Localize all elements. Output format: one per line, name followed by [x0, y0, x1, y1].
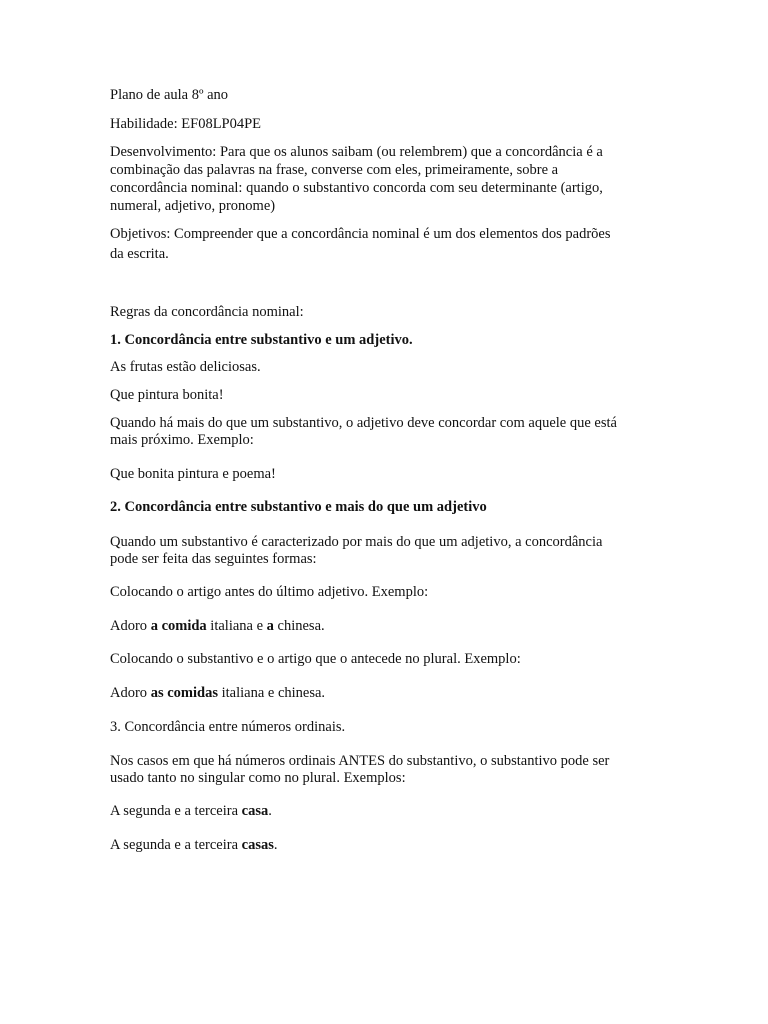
regra1-example-1: As frutas estão deliciosas. — [110, 359, 261, 375]
regra3-explanation-line-2: usado tanto no singular como no plural. Exemplos: — [110, 770, 406, 786]
regra1-explanation-line-1: Quando há mais do que um substantivo, o adjetivo deve concordar com aquele que está — [110, 415, 617, 431]
doc-title: Plano de aula 8º ano — [110, 87, 229, 103]
regra3-example-2-text-a: A segunda e a terceira — [110, 837, 242, 853]
regra2-form-1: Colocando o artigo antes do último adjetivo. Exemplo: — [110, 584, 429, 600]
regra2-example-1-bold-a: a comida — [150, 618, 207, 634]
regra1-explanation-line-2: mais próximo. Exemplo: — [110, 432, 254, 448]
regra3-example-1-bold: casa — [241, 803, 269, 819]
regra2-example-2 — [110, 684, 325, 702]
regra2-example-1 — [110, 617, 325, 635]
regra3-example-1-text-b: . — [268, 803, 272, 819]
desenvolvimento-line-3: concordância nominal: quando o substantivo concorda com seu determinante (artigo, — [110, 180, 603, 196]
regra2-example-1-text-a: Adoro — [110, 618, 151, 634]
regra3-heading: 3. Concordância entre números ordinais. — [110, 719, 346, 735]
regra2-example-2-bold: as comidas — [150, 685, 218, 701]
regra2-example-2-text-a: Adoro — [110, 685, 151, 701]
regra1-heading-wrap — [110, 331, 413, 349]
regras-heading: Regras da concordância nominal: — [110, 304, 304, 320]
regra2-heading-wrap — [110, 498, 487, 516]
regra1-example-3: Que bonita pintura e poema! — [110, 466, 276, 482]
regra2-heading: 2. Concordância entre substantivo e mais do que um adjetivo — [110, 499, 487, 515]
regra3-explanation-line-1: Nos casos em que há números ordinais ANTES do substantivo, o substantivo pode ser — [110, 753, 610, 769]
desenvolvimento-line-2: combinação das palavras na frase, converse com eles, primeiramente, sobre a — [110, 162, 559, 178]
regra2-form-2: Colocando o substantivo e o artigo que o antecede no plural. Exemplo: — [110, 651, 521, 667]
regra3-example-2-bold: casas — [241, 837, 274, 853]
habilidade-line: Habilidade: EF08LP04PE — [110, 116, 262, 132]
objetivos-line-2: da escrita. — [110, 246, 169, 262]
regra2-example-2-text-b: italiana e chinesa. — [217, 685, 326, 701]
regra3-example-2 — [110, 836, 278, 854]
objetivos-line-1: Objetivos: Compreender que a concordância nominal é um dos elementos dos padrões — [110, 226, 611, 242]
regra2-explanation-line-2: pode ser feita das seguintes formas: — [110, 551, 317, 567]
regra2-example-1-text-c: chinesa. — [273, 618, 325, 634]
desenvolvimento-line-4: numeral, adjetivo, pronome) — [110, 198, 276, 214]
regra2-example-1-text-b: italiana e — [206, 618, 267, 634]
regra2-explanation-line-1: Quando um substantivo é caracterizado por mais do que um adjetivo, a concordância — [110, 534, 603, 550]
regra3-example-1-text-a: A segunda e a terceira — [110, 803, 242, 819]
regra3-example-1 — [110, 802, 272, 820]
regra1-example-2: Que pintura bonita! — [110, 387, 224, 403]
regra1-heading: 1. Concordância entre substantivo e um adjetivo. — [110, 332, 413, 348]
desenvolvimento-line-1: Desenvolvimento: Para que os alunos saibam (ou relembrem) que a concordância é a — [110, 144, 603, 160]
regra2-example-1-bold-b: a — [266, 618, 274, 634]
regra3-example-2-text-b: . — [273, 837, 278, 853]
